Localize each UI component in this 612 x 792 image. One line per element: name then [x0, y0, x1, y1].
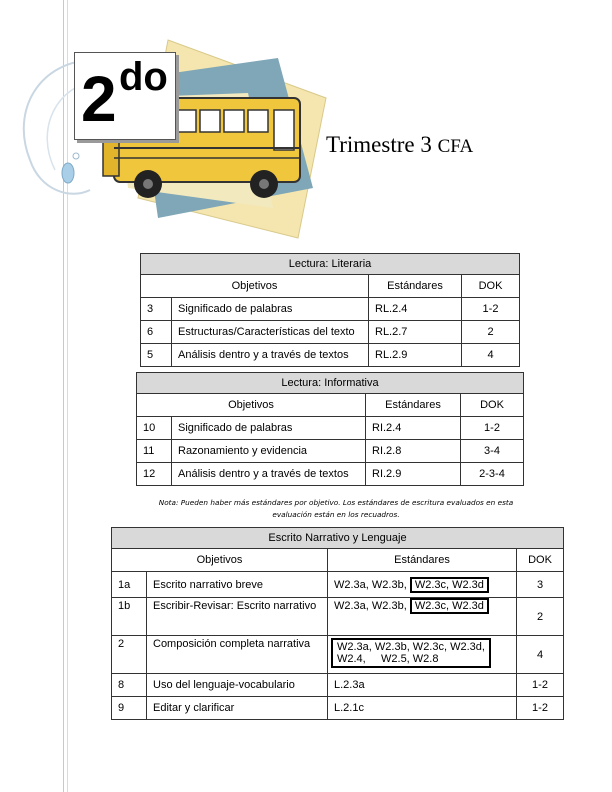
table-row [141, 298, 520, 321]
row-objetivo: Uso del lenguaje-vocabulario [147, 674, 328, 697]
trimestre-label: Trimestre 3 [326, 132, 432, 157]
row-estandar: L.2.3a [328, 674, 517, 697]
row-objetivo: Escrito narrativo breve [147, 572, 328, 598]
row-num: 10 [137, 417, 172, 440]
row-estandar: RL.2.9 [369, 344, 462, 367]
std-boxed-text: W2.3c, [414, 578, 450, 591]
row-estandar [328, 598, 517, 636]
row-objetivo: Significado de palabras [172, 298, 369, 321]
std-line-2: W2.4, W2.5, W2.8 [337, 653, 439, 665]
row-dok: 2 [517, 598, 564, 636]
table-row [137, 440, 524, 463]
col-objetivos: Objetivos [141, 275, 369, 298]
row-estandar: RL.2.7 [369, 321, 462, 344]
row-objetivo: Análisis dentro y a través de textos [172, 463, 366, 486]
table-row [137, 417, 524, 440]
table-header-row [137, 394, 524, 417]
row-dok: 4 [462, 344, 520, 367]
row-dok: 1-2 [461, 417, 524, 440]
table-row [112, 598, 564, 636]
table-title: Escrito Narrativo y Lenguaje [112, 528, 564, 549]
row-objetivo: Estructuras/Características del texto [172, 321, 369, 344]
row-num: 9 [112, 697, 147, 720]
std-line-1: W2.3a, W2.3b, W2.3c, W2.3d, [337, 641, 485, 653]
row-num: 12 [137, 463, 172, 486]
table-row [112, 572, 564, 598]
row-num: 5 [141, 344, 172, 367]
escrito-narrativo-table [111, 527, 564, 720]
col-objetivos: Objetivos [137, 394, 366, 417]
std-boxed-multiline [331, 638, 491, 668]
row-objetivo: Razonamiento y evidencia [172, 440, 366, 463]
table-title: Lectura: Literaria [141, 254, 520, 275]
row-dok: 3 [517, 572, 564, 598]
table-row [141, 344, 520, 367]
row-num: 3 [141, 298, 172, 321]
std-boxed [410, 598, 489, 614]
row-num: 11 [137, 440, 172, 463]
table-title-row [137, 373, 524, 394]
grade-box [74, 52, 176, 140]
grade-number: 2 [81, 63, 117, 135]
row-estandar: RL.2.4 [369, 298, 462, 321]
table-row [112, 636, 564, 674]
row-objetivo: Significado de palabras [172, 417, 366, 440]
lectura-informativa-table [136, 372, 524, 486]
col-estandares: Estándares [369, 275, 462, 298]
std-boxed [410, 577, 489, 593]
std-plain: W2.3a, W2.3b, [334, 578, 407, 591]
std-plain: W2.3a, W2.3b, [334, 600, 407, 612]
std-boxed-text: W2.3c, [414, 600, 450, 612]
row-objetivo: Escribir-Revisar: Escrito narrativo [147, 598, 328, 636]
table-row [112, 697, 564, 720]
row-dok: 1-2 [462, 298, 520, 321]
table-title: Lectura: Informativa [137, 373, 524, 394]
row-num: 2 [112, 636, 147, 674]
row-estandar: RI.2.8 [366, 440, 461, 463]
row-objetivo: Composición completa narrativa [147, 636, 328, 674]
grade-suffix: do [119, 55, 168, 99]
nota-line-2: evaluación están en los recuadros. [272, 510, 400, 519]
table-title-row [141, 254, 520, 275]
row-objetivo: Editar y clarificar [147, 697, 328, 720]
row-estandar: L.2.1c [328, 697, 517, 720]
row-num: 8 [112, 674, 147, 697]
table-header-row [112, 549, 564, 572]
table-title-row [112, 528, 564, 549]
cfa-label: CFA [437, 136, 474, 157]
table-row [112, 674, 564, 697]
row-num: 1b [112, 598, 147, 636]
row-estandar [328, 636, 517, 674]
row-num: 6 [141, 321, 172, 344]
row-dok: 1-2 [517, 697, 564, 720]
lectura-literaria-table [140, 253, 520, 367]
col-dok: DOK [517, 549, 564, 572]
col-estandares: Estándares [328, 549, 517, 572]
table-header-row [141, 275, 520, 298]
col-dok: DOK [461, 394, 524, 417]
row-objetivo: Análisis dentro y a través de textos [172, 344, 369, 367]
row-estandar [328, 572, 517, 598]
table-row [137, 463, 524, 486]
nota-text [118, 497, 554, 521]
nota-line-1: Nota: Pueden haber más estándares por objetivo. Los estándares de escritura evaluados en esta [158, 498, 514, 507]
std-tail: W2.3d [452, 600, 484, 612]
row-dok: 2-3-4 [461, 463, 524, 486]
page-title [326, 132, 473, 158]
table-row [141, 321, 520, 344]
col-dok: DOK [462, 275, 520, 298]
row-dok: 1-2 [517, 674, 564, 697]
row-estandar: RI.2.4 [366, 417, 461, 440]
row-num: 1a [112, 572, 147, 598]
row-dok: 3-4 [461, 440, 524, 463]
col-estandares: Estándares [366, 394, 461, 417]
row-estandar: RI.2.9 [366, 463, 461, 486]
col-objetivos: Objetivos [112, 549, 328, 572]
row-dok: 4 [517, 636, 564, 674]
row-dok: 2 [462, 321, 520, 344]
std-tail: W2.3d [452, 578, 484, 591]
